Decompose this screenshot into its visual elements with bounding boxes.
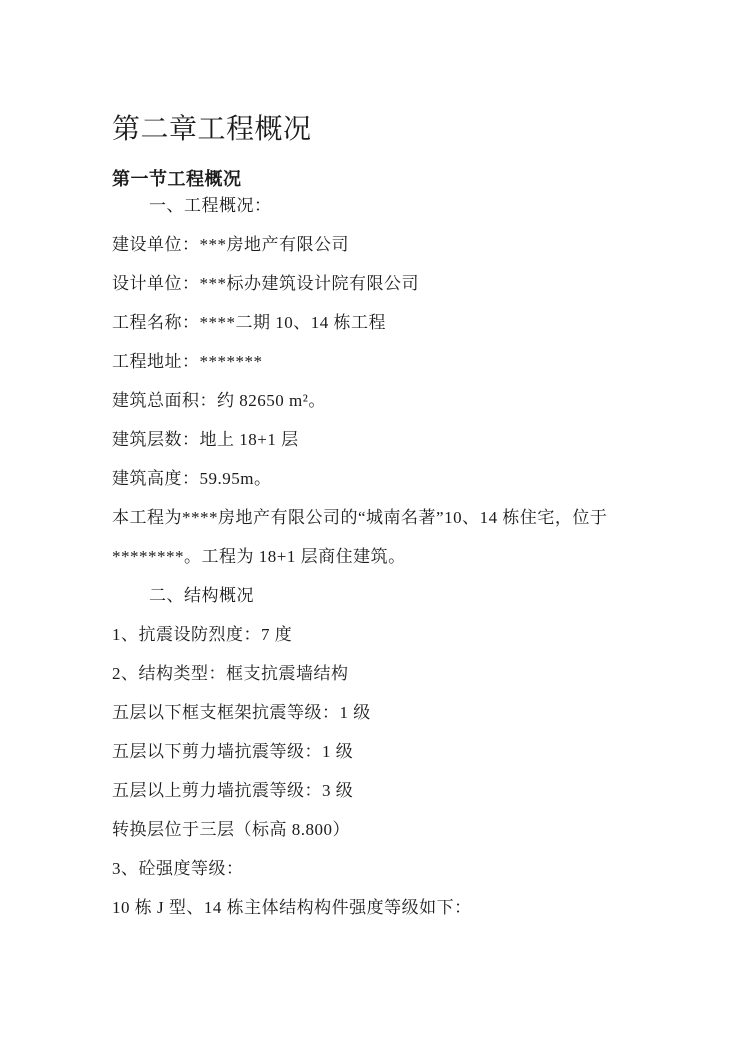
- line-shear-wall-seismic-grade-below-5f: 五层以下剪力墙抗震等级：1 级: [112, 742, 354, 761]
- list-item-structure-heading: 二、结构概况: [149, 586, 254, 605]
- line-construction-unit: 建设单位：***房地产有限公司: [112, 235, 349, 254]
- line-shear-wall-seismic-grade-above-5f: 五层以上剪力墙抗震等级：3 级: [112, 781, 354, 800]
- line-project-description-2: ********。工程为 18+1 层商住建筑。: [112, 547, 406, 566]
- line-concrete-strength-heading: 3、砼强度等级：: [112, 859, 244, 878]
- section-title: 第一节工程概况: [112, 168, 242, 189]
- document-body: [112, 186, 648, 927]
- line-building-height: 建筑高度：59.95m。: [112, 469, 272, 488]
- line-frame-seismic-grade-below-5f: 五层以下框支框架抗震等级：1 级: [112, 703, 371, 722]
- line-total-floor-area: 建筑总面积：约 82650 m²。: [112, 391, 326, 410]
- line-transfer-floor: 转换层位于三层（标高 8.800）: [112, 820, 350, 839]
- line-structure-type: 2、结构类型：框支抗震墙结构: [112, 664, 349, 683]
- chapter-title: 第二章工程概况: [112, 113, 312, 145]
- line-building-storeys: 建筑层数：地上 18+1 层: [112, 430, 299, 449]
- line-project-description-1: 本工程为****房地产有限公司的“城南名著”10、14 栋住宅，位于: [112, 508, 608, 527]
- list-item-overview-heading: 一、工程概况：: [149, 196, 272, 215]
- line-strength-grade-intro: 10 栋 J 型、14 栋主体结构构件强度等级如下：: [112, 898, 472, 917]
- line-design-unit: 设计单位：***标办建筑设计院有限公司: [112, 274, 419, 293]
- line-project-address: 工程地址：*******: [112, 352, 263, 371]
- line-seismic-fortification-intensity: 1、抗震设防烈度：7 度: [112, 625, 293, 644]
- line-project-name: 工程名称：****二期 10、14 栋工程: [112, 313, 386, 332]
